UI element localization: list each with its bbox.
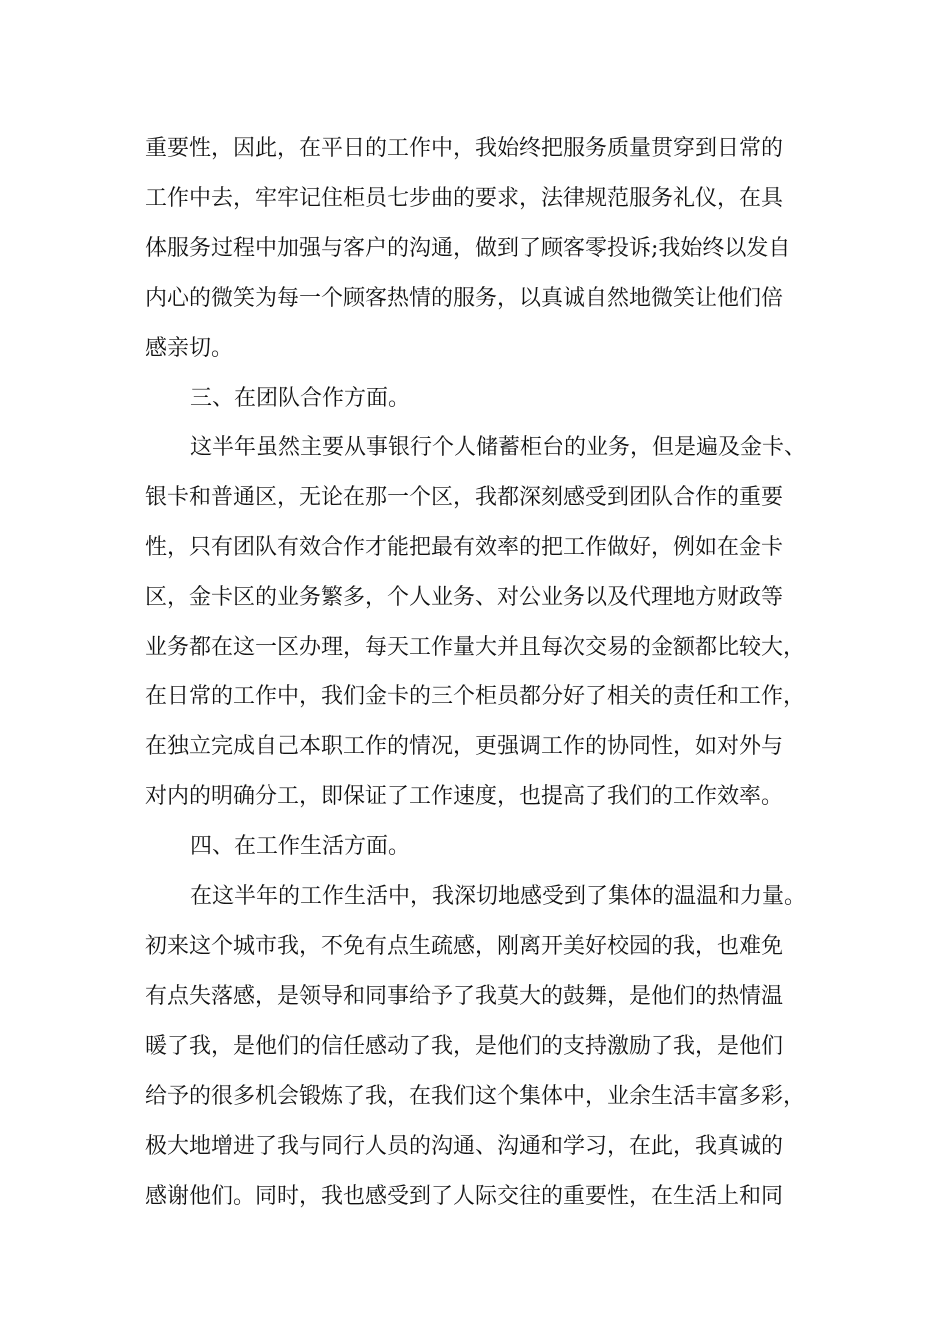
text-line: 感亲切。 (145, 336, 234, 361)
text-line: 对内的明确分工，即保证了工作速度，也提高了我们的工作效率。 (145, 784, 784, 809)
text-line: 在这半年的工作生活中，我深切地感受到了集体的温温和力量。 (190, 884, 807, 909)
text-line: 体服务过程中加强与客户的沟通，做到了顾客零投诉;我始终以发自 (145, 236, 791, 261)
text-line: 业务都在这一区办理，每天工作量大并且每次交易的金额都比较大， (145, 635, 806, 660)
section-heading: 四、在工作生活方面。 (190, 834, 411, 859)
text-line: 暖了我，是他们的信任感动了我，是他们的支持激励了我，是他们 (145, 1034, 784, 1059)
text-line: 在独立完成自己本职工作的情况，更强调工作的协同性，如对外与 (145, 734, 784, 759)
section-heading: 三、在团队合作方面。 (190, 386, 411, 411)
text-line: 银卡和普通区，无论在那一个区，我都深刻感受到团队合作的重要 (145, 485, 784, 510)
text-line: 极大地增进了我与同行人员的沟通、沟通和学习，在此，我真诚的 (145, 1134, 784, 1159)
text-line: 性，只有团队有效合作才能把最有效率的把工作做好，例如在金卡 (145, 535, 784, 560)
text-line: 感谢他们。同时，我也感受到了人际交往的重要性，在生活上和同 (145, 1184, 784, 1209)
text-line: 工作中去，牢牢记住柜员七步曲的要求，法律规范服务礼仪，在具 (145, 186, 784, 211)
text-line: 有点失落感，是领导和同事给予了我莫大的鼓舞，是他们的热情温 (145, 984, 784, 1009)
text-line: 在日常的工作中，我们金卡的三个柜员都分好了相关的责任和工作， (145, 684, 806, 709)
text-line: 重要性，因此，在平日的工作中，我始终把服务质量贯穿到日常的 (145, 136, 784, 161)
text-line: 区，金卡区的业务繁多，个人业务、对公业务以及代理地方财政等 (145, 585, 784, 610)
text-line: 这半年虽然主要从事银行个人储蓄柜台的业务，但是遍及金卡、 (190, 435, 807, 460)
text-line: 初来这个城市我，不免有点生疏感，刚离开美好校园的我，也难免 (145, 934, 784, 959)
text-line: 内心的微笑为每一个顾客热情的服务，以真诚自然地微笑让他们倍 (145, 286, 784, 311)
text-line: 给予的很多机会锻炼了我，在我们这个集体中，业余生活丰富多彩， (145, 1084, 806, 1109)
